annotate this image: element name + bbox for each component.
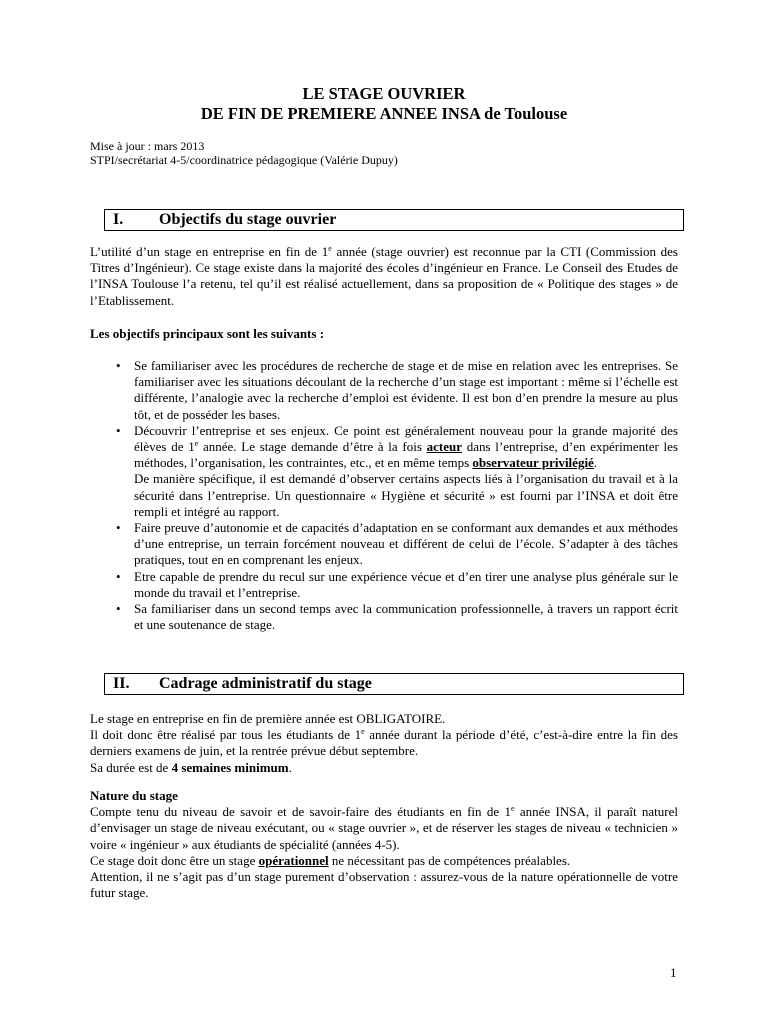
intro-sup: e — [328, 244, 332, 253]
doc-title-line2: DE FIN DE PREMIERE ANNEE INSA de Toulouse — [200, 104, 568, 123]
operational-text-b: ne nécessitant pas de compétences préalables. — [328, 852, 571, 868]
section-2-heading — [104, 673, 684, 695]
section-1-intro — [90, 244, 678, 309]
section-2-title: Cadrage administratif du stage — [159, 675, 372, 692]
bullet-1-text: Se familiariser avec les procédures de recherche de stage et de mise en relation avec les entreprises. Se familiariser avec les situations découlant de la recherche d’un stage est important : même si l’échelle est différente, l’analogie avec la recherche d’emploi est évidente. Il est bon d’en prendre la mesure au plus tôt, et de posséder les bases. — [134, 358, 678, 422]
bullet-2-sup: e — [194, 439, 199, 449]
period-sup: e — [361, 727, 365, 737]
objectives-heading: Les objectifs principaux sont les suivants : — [90, 326, 325, 341]
bullet-3-text: Faire preuve d’autonomie et de capacités d’adaptation en se conformant aux demandes et aux méthodes d’une entreprise, un terrain forcément nouveau et différent de celui de l’école. S’adapter à des tâches pratiques, tout en en comprenant les enjeux. — [134, 520, 678, 568]
bullet-4-text: Etre capable de prendre du recul sur une expérience vécue et d’en tirer une analyse plus générale sur le monde du travail et l’entreprise. — [134, 568, 678, 600]
bullet-glyph: • — [116, 358, 121, 373]
page-number: 1 — [670, 965, 677, 980]
section-1-heading — [104, 209, 684, 231]
bullet-5-text: Sa familiariser dans un second temps avec la communication professionnelle, à travers un rapport écrit et une soutenance de stage. — [134, 601, 678, 633]
duration-text-b: . — [288, 759, 292, 775]
bullet-glyph: • — [116, 422, 121, 438]
section-1-number: I. — [113, 211, 124, 228]
list-item — [90, 520, 678, 569]
section-2-admin — [90, 711, 678, 776]
list-item — [90, 423, 678, 520]
bullet-glyph: • — [116, 568, 121, 584]
list-item — [90, 358, 678, 423]
nature-block — [90, 788, 678, 901]
bullet-2-text-a: Découvrir l’entreprise et ses enjeux. Ce point est généralement nouveau pour la grande majorité des élèves de 1 — [134, 422, 678, 455]
intro-text-a: L’utilité d’un stage en entreprise en fin de 1 — [90, 244, 329, 259]
objectives-list — [90, 358, 678, 633]
mandatory-line: Le stage en entreprise en fin de première année est OBLIGATOIRE. — [90, 711, 446, 726]
nature-text-a: Compte tenu du niveau de savoir et de savoir-faire des étudiants en fin de 1 — [90, 804, 511, 820]
attention-text: Attention, il ne s’agit pas d’un stage purement d’observation : assurez-vous de la nature opérationnelle de votre futur stage. — [90, 869, 678, 901]
list-item — [90, 569, 678, 601]
bullet-2-text-e: De manière spécifique, il est demandé d’observer certains aspects liés à l’organisation du travail et à la sécurité dans l’entreprise. Un questionnaire « Hygiène et sécurité » est fourni par l’INSA et doit être rempli et intégré au rapport. — [134, 471, 678, 519]
operational-text-a: Ce stage doit donc être un stage — [90, 852, 259, 868]
nature-text-b: année INSA, il paraît naturel d’envisager un stage de niveau exécutant, ou « stage ouvrier », et de réserver les stages de niveau « technicien » voire « ingénieur » aux étudiants de spécialité (années 4-5). — [90, 804, 678, 852]
duration-text-a: Sa durée est de — [90, 759, 172, 775]
contact-line: STPI/secrétariat 4-5/coordinatrice pédagogique (Valérie Dupuy) — [90, 153, 398, 167]
duration-emphasis: 4 semaines minimum — [171, 759, 289, 775]
list-item — [90, 601, 678, 633]
section-1-title: Objectifs du stage ouvrier — [159, 211, 337, 228]
bullet-2-text-d: . — [593, 455, 598, 471]
update-date: Mise à jour : mars 2013 — [90, 139, 205, 153]
bullet-glyph: • — [116, 601, 121, 617]
acteur-emphasis: acteur — [426, 439, 462, 455]
intro-text-b: année (stage ouvrier) est reconnue par la CTI (Commission des Titres d’Ingénieur). Ce stage existe dans la majorité des écoles d’ingénieur en France. Le Conseil des Etudes de l’INSA Toulouse l’a retenu, tel qu’il est réalisé actuellement, dans sa proposition de « Politique des stages » de l’Etablissement. — [90, 244, 678, 308]
section-2-number: II. — [113, 675, 130, 692]
period-text-a: Il doit donc être réalisé par tous les étudiants de 1 — [90, 727, 362, 743]
operational-emphasis: opérationnel — [258, 852, 329, 868]
observateur-emphasis: observateur privilégié — [472, 455, 594, 471]
bullet-glyph: • — [116, 520, 121, 536]
nature-heading: Nature du stage — [90, 788, 178, 803]
bullet-2-text-c: dans l’entreprise, d’en expérimenter les méthodes, l’organisation, les contraintes, etc., et en même temps — [134, 439, 678, 471]
nature-sup: e — [510, 804, 515, 814]
bullet-2-text-b: année. Le stage demande d’être à la fois — [198, 439, 427, 455]
doc-title-line1: LE STAGE OUVRIER — [302, 84, 466, 103]
period-text-b: année durant la période d’été, c’est-à-dire entre la fin des derniers examens de juin, et la rentrée prévue début septembre. — [90, 727, 678, 759]
